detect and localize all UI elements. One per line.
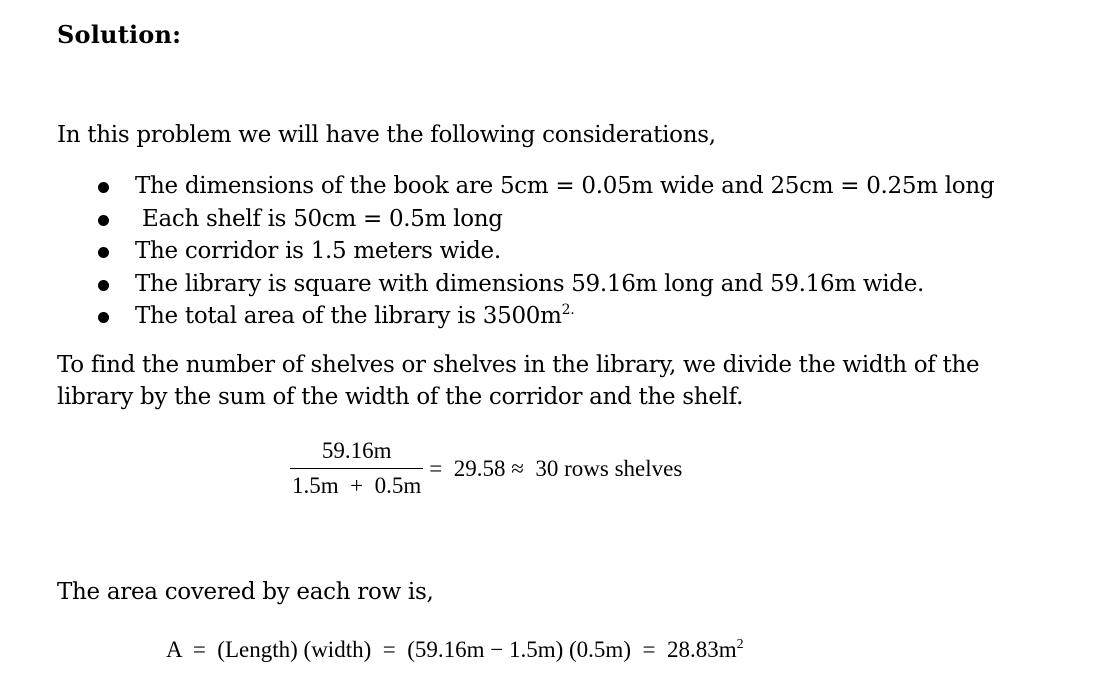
area-equation	[166, 637, 744, 663]
solution-heading: Solution:	[57, 20, 182, 49]
list-item: The corridor is 1.5 meters wide.	[57, 235, 994, 268]
method-paragraph: To find the number of shelves or shelves in the library, we divide the width of the library by the sum of the width of the corridor and the shelf.	[57, 352, 980, 410]
fraction-denominator: 1.5m + 0.5m	[290, 468, 423, 499]
list-item: The library is square with dimensions 59.16m long and 59.16m wide.	[57, 268, 994, 301]
list-item: Each shelf is 50cm = 0.5m long	[57, 203, 994, 236]
rows-equation	[290, 438, 682, 499]
area-paragraph: The area covered by each row is,	[57, 579, 434, 605]
considerations-list	[57, 170, 994, 333]
area-equation-text: A = (Length) (width) = (59.16m − 1.5m) (0.5m) = 28.83m	[166, 637, 737, 662]
bullet-icon	[98, 247, 109, 258]
superscript: 2	[736, 637, 744, 652]
fraction	[290, 438, 423, 499]
intro-paragraph: In this problem we will have the following considerations,	[57, 122, 716, 148]
bullet-icon	[98, 280, 109, 291]
superscript: 2.	[561, 302, 575, 319]
bullet-icon	[98, 182, 109, 193]
fraction-numerator: 59.16m	[321, 438, 392, 463]
bullet-icon	[98, 215, 109, 226]
equation-result: = 29.58 ≈ 30 rows shelves	[429, 455, 683, 481]
list-item: The total area of the library is $3500m^{2.}$	[57, 300, 994, 333]
list-item: The dimensions of the book are 5cm = 0.05m wide and 25cm = 0.25m long	[57, 170, 994, 203]
bullet-icon	[98, 312, 109, 323]
